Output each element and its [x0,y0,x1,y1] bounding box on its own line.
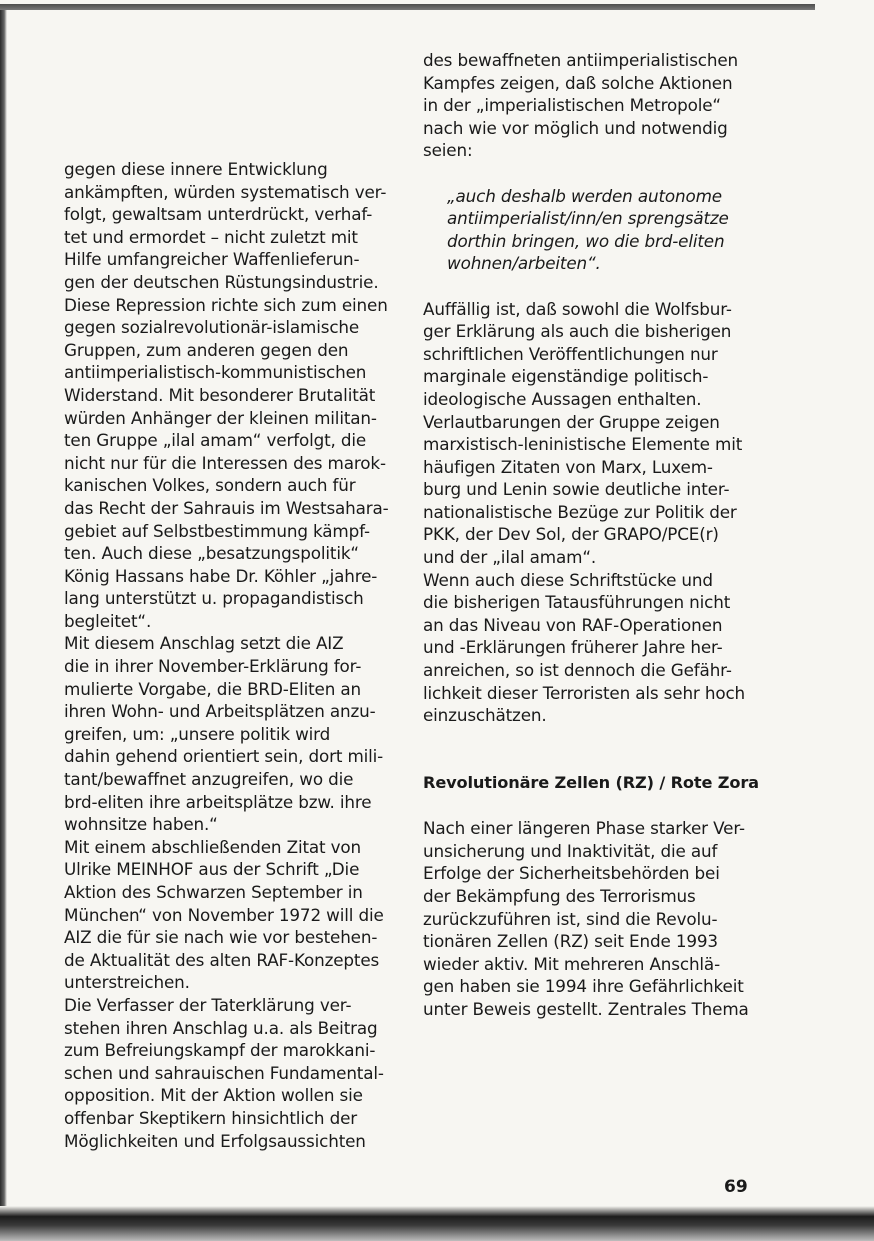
text-line: einzuschätzen. [423,705,547,726]
left-column-lines [64,158,396,1152]
text-line: de Aktualität des alten RAF-Konzeptes [64,949,380,970]
text-line: und der „ilal amam“. [423,547,597,568]
text-line: gegen diese innere Entwicklung [64,159,328,179]
text-line: wohnsitze haben.“ [64,814,218,835]
text-line: schen und sahrauischen Fundamental- [64,1062,384,1083]
text-line: Die Verfasser der Taterklärung ver- [64,994,352,1015]
text-line: zurückzuführen ist, sind die Revolu- [423,908,718,929]
text-line: an das Niveau von RAF-Operationen [423,614,723,635]
text-line: begleitet“. [64,610,152,631]
text-line: nicht nur für die Interessen des marok- [64,452,386,473]
text-line: und -Erklärungen früherer Jahre her- [423,637,723,658]
text-line: AIZ die für sie nach wie vor bestehen- [64,927,378,948]
spacer [423,749,757,772]
text-line: Mit diesem Anschlag setzt die AIZ [64,633,344,654]
text-line: tionären Zellen (RZ) seit Ende 1993 [423,931,718,952]
text-line: dahin gehend orientiert sein, dort mili- [64,746,384,767]
text-line: lichkeit dieser Terroristen als sehr hoch [423,682,746,703]
text-line: des bewaffneten antiimperialistischen [423,50,739,70]
text-line: Wenn auch diese Schriftstücke und [423,569,713,590]
text-line: Kampfes zeigen, daß solche Aktionen [423,72,733,93]
text-line: folgt, gewaltsam unterdrückt, verhaf- [64,204,373,225]
text-line: seien: [423,140,473,161]
text-line: unterstreichen. [64,972,190,993]
text-line: Verlautbarungen der Gruppe zeigen [423,411,720,432]
spacer [423,727,757,750]
text-line: ihren Wohn- und Arbeitsplätzen anzu- [64,701,376,722]
text-line: nach wie vor möglich und notwendig [423,117,728,138]
text-line: tant/bewaffnet anzugreifen, wo die [64,769,354,790]
text-line: anreichen, so ist dennoch die Gefähr- [423,660,732,681]
scan-bottom-edge [0,1206,874,1241]
text-line: mulierte Vorgabe, die BRD-Eliten an [64,678,361,699]
text-line: greifen, um: „unsere politik wird [64,723,331,744]
text-line: opposition. Mit der Aktion wollen sie [64,1085,363,1106]
scan-top-edge [0,4,815,10]
text-line: Erfolge der Sicherheitsbehörden bei [423,863,720,884]
text-line: gegen sozialrevolutionär-islamische [64,317,360,338]
text-line: brd-eliten ihre arbeitsplätze bzw. ihre [64,791,372,812]
spacer [423,275,757,298]
text-line: marginale eigenständige politisch- [423,366,709,387]
text-line: Diese Repression richte sich zum einen [64,294,388,315]
right-column-intro [423,49,757,162]
text-line: Hilfe umfangreicher Waffenlieferun- [64,249,360,270]
text-line: Ulrike MEINHOF aus der Schrift „Die [64,859,360,880]
text-line: Gruppen, zum anderen gegen den [64,339,349,360]
text-line: ankämpften, würden systematisch ver- [64,181,387,202]
text-line: Auffällig ist, daß sowohl die Wolfsbur- [423,298,732,319]
spacer [423,795,757,818]
text-line: München“ von November 1972 will die [64,904,384,925]
text-line: marxistisch-leninistische Elemente mit [423,434,743,455]
text-line: unsicherung und Inaktivität, die auf [423,840,718,861]
text-line: ideologische Aussagen enthalten. [423,388,702,409]
text-line: nationalistische Bezüge zur Politik der [423,501,737,522]
text-line: tet und ermordet – nicht zuletzt mit [64,226,358,247]
text-line: PKK, der Dev Sol, der GRAPO/PCE(r) [423,524,719,545]
text-line: antiimperialistisch-kommunistischen [64,362,367,383]
text-line: burg und Lenin sowie deutliche inter- [423,479,730,500]
text-line: die bisherigen Tatausführungen nicht [423,592,731,613]
right-column [423,49,757,1021]
text-line: ger Erklärung als auch die bisherigen [423,321,732,342]
text-line: gen der deutschen Rüstungsindustrie. [64,271,379,292]
spacer [423,162,757,185]
text-line: dorthin bringen, wo die brd-eliten [447,230,725,251]
text-line: Aktion des Schwarzen September in [64,882,363,902]
text-line: unter Beweis gestellt. Zentrales Thema [423,998,749,1019]
text-line: König Hassans habe Dr. Köhler „jahre- [64,565,378,586]
text-line: stehen ihren Anschlag u.a. als Beitrag [64,1017,378,1038]
scan-left-edge [0,10,7,1225]
text-line: offenbar Skeptikern hinsichtlich der [64,1107,357,1128]
text-line: „auch deshalb werden autonome [447,185,722,206]
text-line: Mit einem abschließenden Zitat von [64,836,362,857]
text-line: das Recht der Sahrauis im Westsahara- [64,497,389,518]
text-line: in der „imperialistischen Metropole“ [423,95,721,116]
text-line: würden Anhänger der kleinen militan- [64,407,377,428]
text-line: lang unterstützt u. propagandistisch [64,588,364,609]
text-line: Nach einer längeren Phase starker Ver- [423,818,745,839]
left-column [64,158,396,1152]
text-line: ten. Auch diese „besatzungspolitik“ [64,543,359,564]
text-line: wieder aktiv. Mit mehreren Anschlä- [423,953,720,974]
text-line: zum Befreiungskampf der marokkani- [64,1040,376,1061]
text-line: schriftlichen Veröffentlichungen nur [423,343,718,364]
text-line: antiimperialist/inn/en sprengsätze [447,208,729,229]
text-line: wohnen/arbeiten“. [447,253,601,274]
text-line: gebiet auf Selbstbestimmung kämpf- [64,520,370,541]
text-line: die in ihrer November-Erklärung for- [64,656,362,677]
text-line: Widerstand. Mit besonderer Brutalität [64,384,376,405]
page-number: 69 [724,1177,748,1197]
text-line: ten Gruppe „ilal amam“ verfolgt, die [64,430,367,451]
text-line: häufigen Zitaten von Marx, Luxem- [423,456,713,477]
section-heading: Revolutionäre Zellen (RZ) / Rote Zora [423,773,759,792]
text-line: Möglichkeiten und Erfolgsaussichten [64,1130,366,1151]
right-column-body [423,298,757,727]
text-line: gen haben sie 1994 ihre Gefährlichkeit [423,976,744,997]
text-line: der Bekämpfung des Terrorismus [423,885,696,906]
block-quote [423,185,757,275]
text-line: kanischen Volkes, sondern auch für [64,475,356,496]
section-body [423,817,757,1020]
